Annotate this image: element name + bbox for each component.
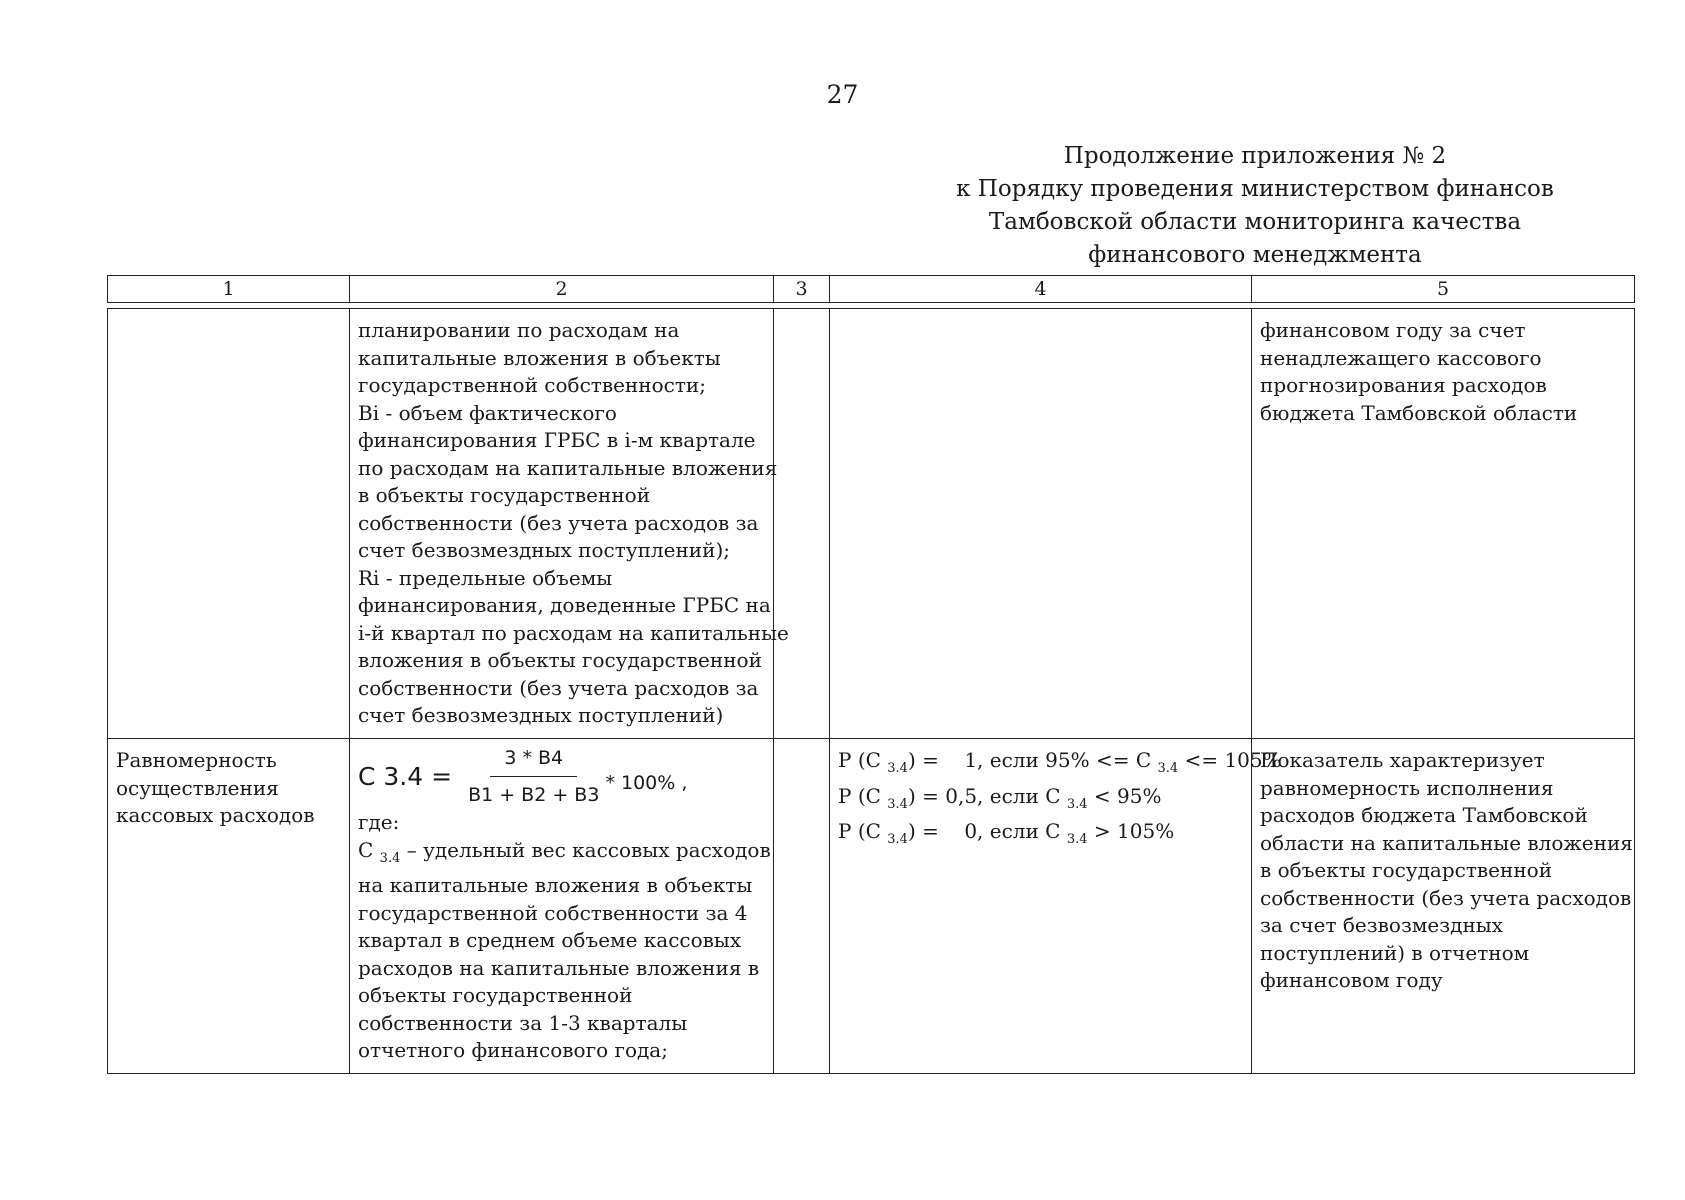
formula-lhs: С 3.4 = bbox=[358, 762, 453, 792]
cell-text-line: поступлений) в отчетном bbox=[1260, 940, 1530, 965]
score-rule bbox=[838, 747, 1282, 783]
cell-text-line: в объекты государственной bbox=[358, 483, 651, 507]
header-line: к Порядку проведения министерством финансов bbox=[956, 176, 1554, 202]
score-cell bbox=[830, 309, 1252, 739]
cell-text-line: в объекты государственной bbox=[1260, 858, 1553, 882]
cell-text-line: капитальные вложения в объекты bbox=[358, 345, 721, 370]
cell-text-line: расходов бюджета Тамбовской bbox=[1260, 803, 1588, 827]
cell-text-line: ненадлежащего кассового bbox=[1260, 345, 1542, 370]
cell-text-line: объекты государственной bbox=[358, 983, 633, 1007]
comment-cell bbox=[1252, 739, 1635, 1074]
score-rule-bound: < 95% bbox=[1087, 783, 1162, 808]
column-number: 2 bbox=[350, 276, 774, 303]
calculation-cell bbox=[350, 309, 789, 739]
score-rule-prefix: Р (С bbox=[838, 748, 881, 772]
cell-text-line: финансирования, доведенные ГРБС на bbox=[358, 593, 771, 617]
score-rule-subscript: 3.4 bbox=[1066, 796, 1088, 812]
cell-text-line: вложения в объекты государственной bbox=[358, 648, 762, 672]
cell-text-line: государственной собственности за 4 bbox=[358, 900, 748, 925]
calculation-cell bbox=[350, 739, 774, 1074]
score-rule-subscript: 3.4 bbox=[887, 832, 908, 847]
score-rule-condition: ) = 0, если С bbox=[907, 819, 1061, 843]
cell-text-line: Вi - объем фактического bbox=[358, 400, 617, 425]
cell-text-line: прогнозирования расходов bbox=[1260, 373, 1547, 397]
cell-text-line: Равномерность bbox=[116, 748, 277, 772]
indicator-name-cell bbox=[108, 309, 350, 739]
table-row-c34 bbox=[108, 739, 1635, 1074]
score-rule-bound: <= 105% bbox=[1178, 748, 1282, 772]
cell-text-line: государственной собственности; bbox=[358, 373, 706, 397]
cell-text-line: Ri - предельные объемы bbox=[358, 565, 613, 590]
table-row-continuation bbox=[108, 309, 1635, 739]
cell-text-line: осуществления bbox=[116, 775, 279, 800]
formula-numerator: 3 * B4 bbox=[490, 745, 577, 777]
cell-text-line: расходов на капитальные вложения в bbox=[358, 955, 760, 980]
column-number: 3 bbox=[774, 276, 830, 303]
definition-first-line bbox=[358, 837, 771, 873]
cell-text-line: области на капитальные вложения bbox=[1260, 830, 1633, 855]
score-rule-condition: ) = 1, если 95% <= С bbox=[907, 748, 1152, 772]
cell-text-line: финансовом году bbox=[1260, 968, 1443, 992]
column-number-row bbox=[108, 276, 1635, 303]
score-rule bbox=[838, 783, 1245, 819]
score-rule-subscript: 3.4 bbox=[1066, 832, 1088, 847]
comment-cell bbox=[1252, 309, 1635, 739]
document-header bbox=[935, 140, 1575, 272]
column-number: 4 bbox=[830, 276, 1252, 303]
empty-cell bbox=[774, 309, 830, 739]
cell-text-line: счет безвозмездных поступлений) bbox=[358, 703, 724, 727]
score-rule-prefix: Р (С bbox=[838, 783, 881, 808]
score-rule-bound: > 105% bbox=[1087, 819, 1175, 843]
cell-text-line: Показатель характеризует bbox=[1260, 748, 1545, 772]
score-rule-subscript: 3.4 bbox=[887, 796, 908, 812]
cell-text-line: собственности (без учета расходов за bbox=[358, 510, 759, 535]
header-line: финансового менеджмента bbox=[1088, 242, 1422, 268]
cell-text-line: счет безвозмездных поступлений); bbox=[358, 538, 730, 562]
cell-text-line: финансирования ГРБС в i-м квартале bbox=[358, 428, 756, 452]
def-first-text: – удельный вес кассовых расходов bbox=[400, 837, 771, 862]
def-prefix: С bbox=[358, 837, 374, 862]
def-subscript: 3.4 bbox=[379, 850, 401, 866]
cell-text-line: собственности (без учета расходов bbox=[1260, 885, 1632, 910]
score-rule bbox=[838, 818, 1245, 854]
cell-text-line: за счет безвозмездных bbox=[1260, 913, 1504, 937]
indicator-name-cell bbox=[108, 739, 350, 1074]
where-label: где: bbox=[358, 810, 400, 834]
indicator-table bbox=[107, 275, 1635, 1074]
cell-text-line: финансовом году за счет bbox=[1260, 318, 1526, 342]
cell-text-line: на капитальные вложения в объекты bbox=[358, 873, 753, 897]
cell-text-line: планировании по расходам на bbox=[358, 318, 680, 342]
formula-fraction bbox=[468, 745, 599, 809]
header-line: Тамбовской области мониторинга качества bbox=[988, 209, 1522, 235]
score-rule-condition: ) = 0,5, если С bbox=[907, 783, 1061, 808]
score-rule-subscript: 3.4 bbox=[1157, 761, 1179, 776]
formula-denominator: B1 + B2 + B3 bbox=[468, 783, 600, 806]
cell-text-line: квартал в среднем объеме кассовых bbox=[358, 928, 742, 952]
cell-text-line: собственности за 1-3 кварталы bbox=[358, 1010, 688, 1035]
cell-text-line: отчетного финансового года; bbox=[358, 1038, 668, 1062]
header-line: Продолжение приложения № 2 bbox=[1063, 143, 1447, 169]
cell-text-line: собственности (без учета расходов за bbox=[358, 675, 759, 700]
empty-cell bbox=[774, 739, 830, 1074]
score-cell bbox=[830, 739, 1282, 1074]
score-rule-subscript: 3.4 bbox=[887, 761, 908, 776]
cell-text-line: бюджета Тамбовской области bbox=[1260, 400, 1578, 425]
cell-text-line: i-й квартал по расходам на капитальные bbox=[358, 620, 789, 645]
column-number: 1 bbox=[108, 276, 350, 303]
c34-formula bbox=[358, 747, 767, 807]
column-number: 5 bbox=[1252, 276, 1635, 303]
cell-text-line: равномерность исполнения bbox=[1260, 775, 1554, 800]
score-rule-prefix: Р (С bbox=[838, 819, 881, 843]
cell-text-line: по расходам на капитальные вложения bbox=[358, 455, 778, 480]
cell-text-line: кассовых расходов bbox=[116, 803, 315, 827]
page-number: 27 bbox=[826, 80, 859, 109]
formula-tail: * 100% , bbox=[605, 772, 688, 795]
